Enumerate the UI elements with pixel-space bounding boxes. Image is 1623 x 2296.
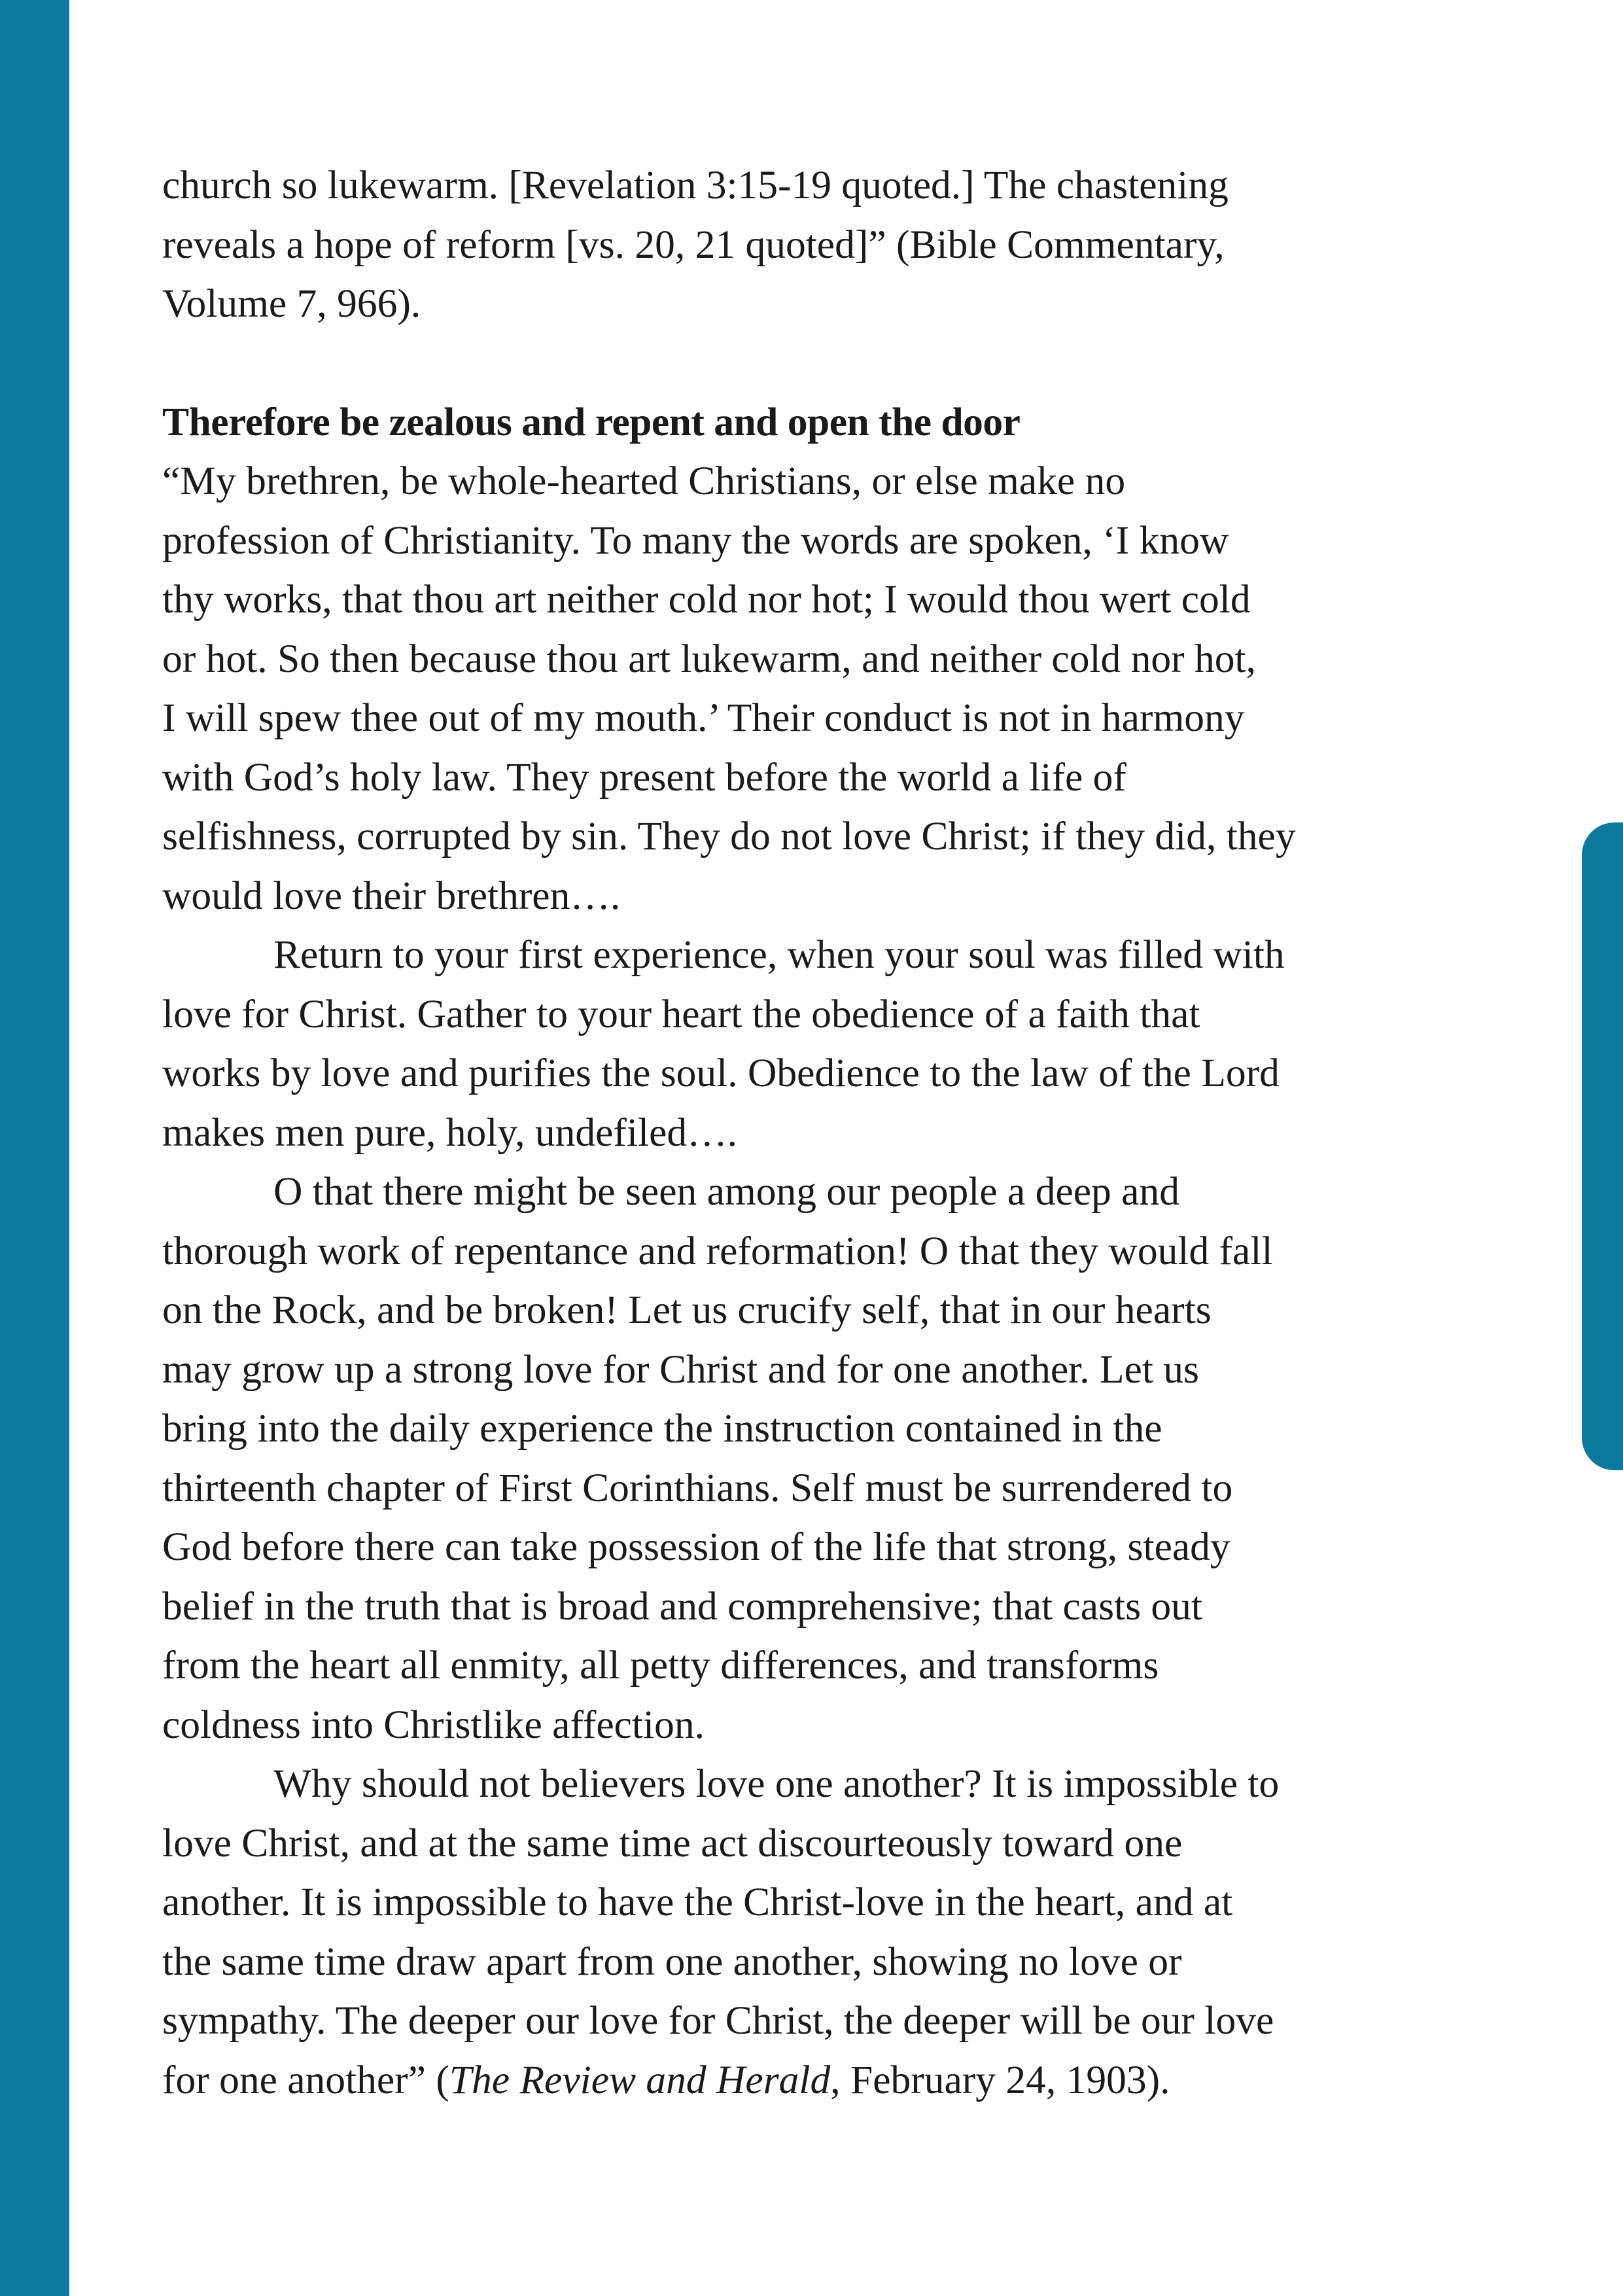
citation-line [162,2051,1543,2110]
text-line: God before there can take possession of the life that strong, steady [162,1525,1230,1569]
text-line: thy works, that thou art neither cold nor hot; I would thou wert cold [162,577,1251,622]
text-line: bring into the daily experience the instruction contained in the [162,1406,1162,1451]
citation-source-title: The Review and Herald [449,2057,831,2102]
text-line: from the heart all enmity, all petty differences, and transforms [162,1643,1159,1687]
citation-date: , February 24, 1903). [830,2057,1170,2102]
text-line: another. It is impossible to have the Christ-love in the heart, and at [162,1880,1233,1924]
text-line: love Christ, and at the same time act discourteously toward one [162,1820,1183,1865]
intro-paragraph [162,156,1543,334]
text-line: sympathy. The deeper our love for Christ, the deeper will be our love [162,1998,1274,2043]
text-line: O that there might be seen among our people a deep and [273,1169,1179,1214]
text-line: church so lukewarm. [Revelation 3:15-19 quoted.] The chastening [162,163,1229,207]
text-line: on the Rock, and be broken! Let us crucify self, that in our hearts [162,1288,1212,1332]
text-line: thorough work of repentance and reformation! O that they would fall [162,1228,1273,1273]
text-line: love for Christ. Gather to your heart the obedience of a faith that [162,991,1200,1036]
section-heading: Therefore be zealous and repent and open the door [162,399,1021,444]
text-line: the same time draw apart from one another, showing no love or [162,1939,1182,1984]
text-line: profession of Christianity. To many the words are spoken, ‘I know [162,518,1229,563]
text-line: would love their brethren…. [162,873,621,918]
quote-paragraph-2 [162,925,1543,1162]
text-line: with God’s holy law. They present before the world a life of [162,754,1126,800]
text-line: Return to your first experience, when your soul was filled with [273,932,1285,977]
text-line: selfishness, corrupted by sin. They do not love Christ; if they did, they [162,814,1296,858]
text-line: makes men pure, holy, undefiled…. [162,1110,737,1155]
text-line: Why should not believers love one another? It is impossible to [273,1761,1280,1806]
text-line: belief in the truth that is broad and comprehensive; that casts out [162,1583,1203,1629]
text-line: “My brethren, be whole-hearted Christians, or else make no [162,459,1126,503]
left-color-bar [0,0,69,2296]
citation-text: for one another” ( [162,2057,449,2102]
text-line: I will spew thee out of my mouth.’ Their conduct is not in harmony [162,696,1245,740]
quote-paragraph-3 [162,1162,1543,1754]
text-line: reveals a hope of reform [vs. 20, 21 quoted]” (Bible Commentary, [162,222,1225,267]
text-line: or hot. So then because thou art lukewarm, and neither cold nor hot, [162,636,1257,681]
text-line: Volume 7, 966). [162,281,421,326]
text-line: works by love and purifies the soul. Obedience to the law of the Lord [162,1051,1280,1095]
side-thumb-tab [1582,822,1623,1470]
quote-paragraph-1 [162,451,1543,925]
text-line: may grow up a strong love for Christ and for one another. Let us [162,1347,1199,1392]
page-body [162,156,1543,2110]
paragraph-gap [162,334,1543,393]
text-line: coldness into Christlike affection. [162,1702,705,1747]
text-line: thirteenth chapter of First Corinthians. Self must be surrendered to [162,1465,1233,1510]
quote-paragraph-4 [162,1754,1543,2110]
